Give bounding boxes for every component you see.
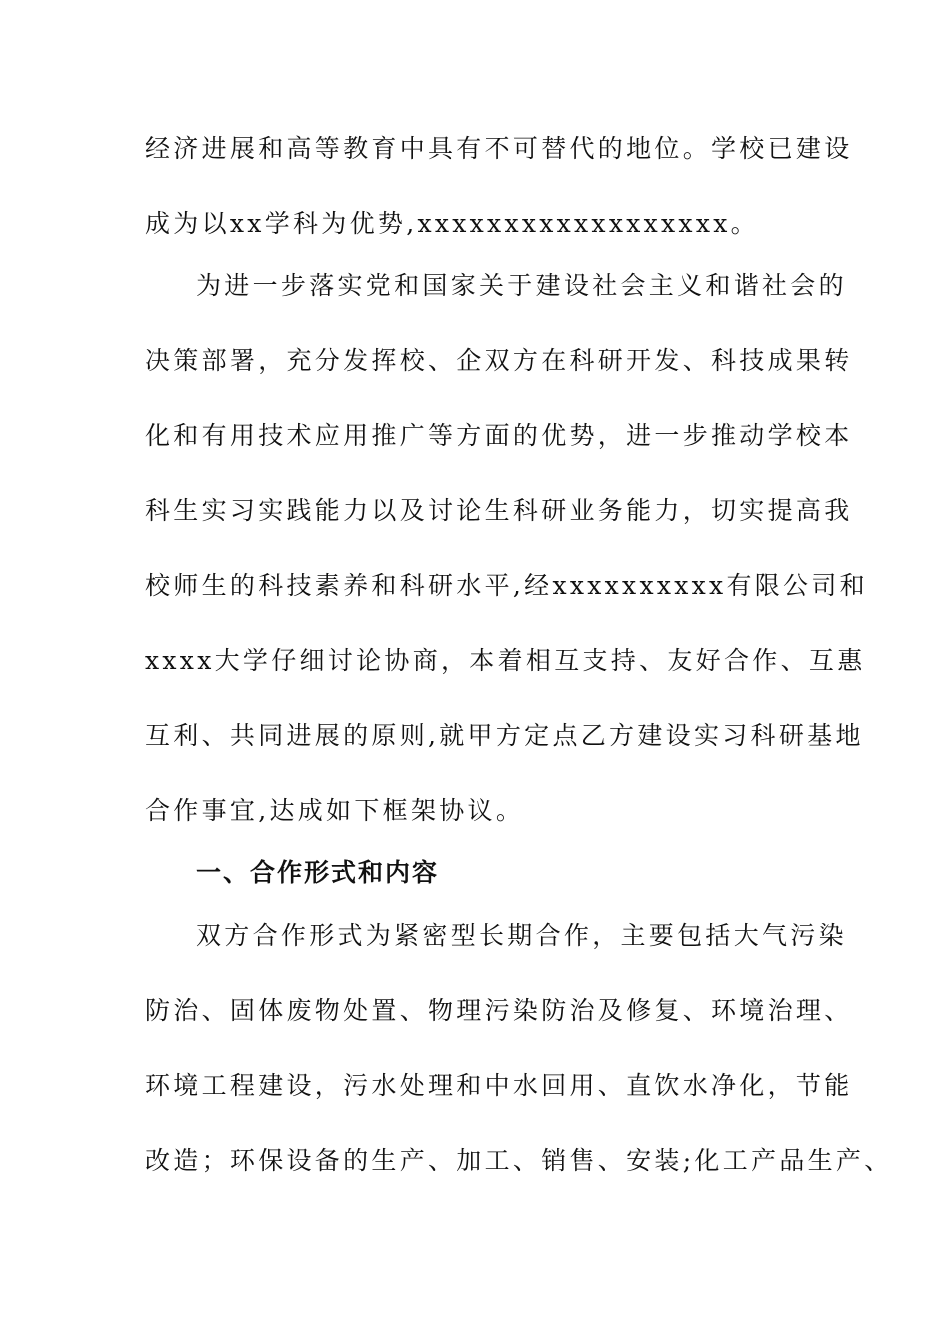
text-line: 防治、固体废物处置、物理污染防治及修复、环境治理、 [145, 996, 853, 1025]
text-line: 双方合作形式为紧密型长期合作，主要包括大气污染 [196, 921, 847, 950]
text-line: xxxx大学仔细讨论协商，本着相互支持、友好合作、互惠 [145, 646, 866, 675]
section-heading: 一、合作形式和内容 [196, 858, 440, 887]
text-line: 为进一步落实党和国家关于建设社会主义和谐社会的 [196, 271, 847, 300]
text-line: 校师生的科技素养和科研水平,经xxxxxxxxxx有限公司和 [145, 571, 868, 600]
text-line: 科生实习实践能力以及讨论生科研业务能力，切实提高我 [145, 496, 853, 525]
text-line: 改造；环保设备的生产、加工、销售、安装;化工产品生产、 [145, 1146, 893, 1175]
text-line: 互利、共同进展的原则,就甲方定点乙方建设实习科研基地 [145, 721, 864, 750]
text-line: 合作事宜,达成如下框架协议。 [145, 796, 525, 825]
text-line: 成为以xx学科为优势,xxxxxxxxxxxxxxxxxx。 [145, 209, 759, 238]
text-line: 经济进展和高等教育中具有不可替代的地位。学校已建设 [145, 134, 853, 163]
text-line: 决策部署，充分发挥校、企双方在科研开发、科技成果转 [145, 346, 853, 375]
text-line: 化和有用技术应用推广等方面的优势，进一步推动学校本 [145, 421, 853, 450]
text-line: 环境工程建设，污水处理和中水回用、直饮水净化，节能 [145, 1071, 853, 1100]
